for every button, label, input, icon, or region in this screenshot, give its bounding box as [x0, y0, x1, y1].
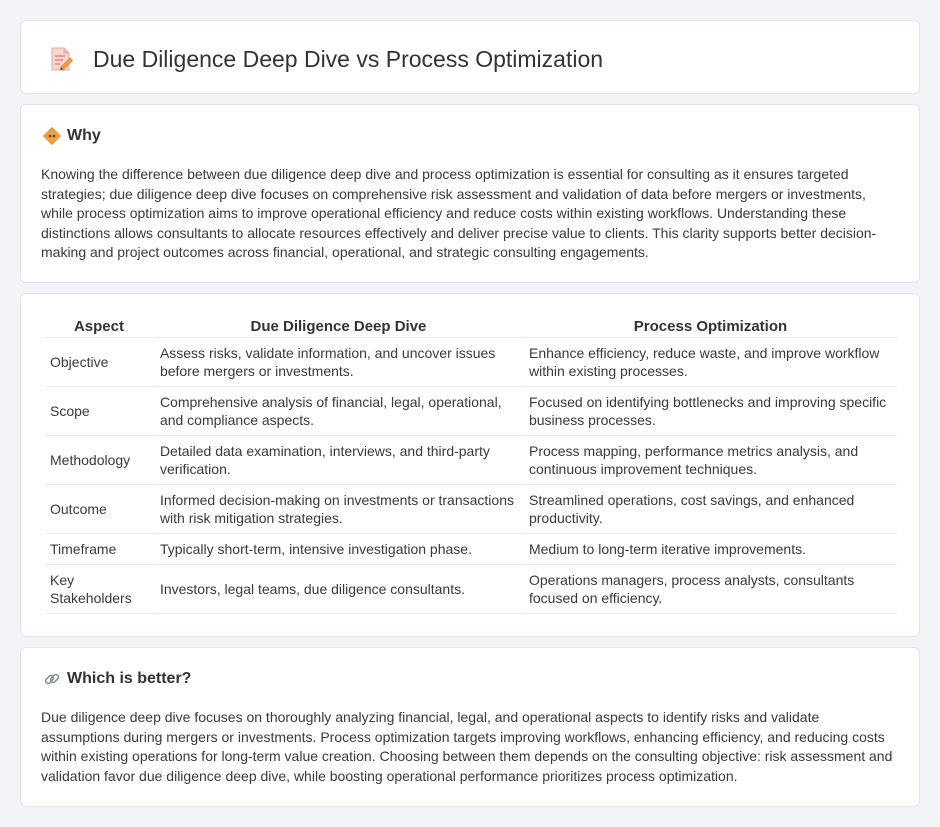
cell-process-optimization: Process mapping, performance metrics analysis, and continuous improvement techniques.: [524, 436, 897, 485]
cell-aspect: Key Stakeholders: [45, 565, 153, 614]
cell-due-diligence: Assess risks, validate information, and uncover issues before mergers or investments.: [155, 338, 522, 387]
better-title: Which is better?: [67, 670, 192, 687]
page-title: Due Diligence Deep Dive vs Process Optimization: [93, 45, 604, 72]
table-row: [45, 534, 897, 565]
cell-aspect: Scope: [45, 387, 153, 436]
header-due-diligence: Due Diligence Deep Dive: [155, 316, 522, 338]
table-row: [45, 565, 897, 614]
header-process-optimization: Process Optimization: [524, 316, 897, 338]
cell-due-diligence: Informed decision-making on investments or transactions with risk mitigation strategies.: [155, 485, 522, 534]
cell-aspect: Outcome: [45, 485, 153, 534]
document-pencil-icon: [47, 45, 75, 73]
cell-process-optimization: Operations managers, process analysts, consultants focused on efficiency.: [524, 565, 897, 614]
table-row: [45, 387, 897, 436]
cell-process-optimization: Focused on identifying bottlenecks and improving specific business processes.: [524, 387, 897, 436]
title-row: [47, 45, 603, 73]
why-title: Why: [67, 127, 101, 144]
better-heading: [43, 670, 191, 688]
table-row: [45, 436, 897, 485]
header-aspect: Aspect: [45, 316, 153, 338]
header-card: [20, 20, 920, 94]
comparison-card: [20, 293, 920, 637]
diamond-sign-icon: [43, 127, 61, 145]
why-heading: [43, 127, 101, 145]
table-header-row: [45, 316, 897, 338]
cell-due-diligence: Comprehensive analysis of financial, legal, operational, and compliance aspects.: [155, 387, 522, 436]
cell-process-optimization: Enhance efficiency, reduce waste, and improve workflow within existing processes.: [524, 338, 897, 387]
table-row: [45, 338, 897, 387]
cell-due-diligence: Typically short-term, intensive investigation phase.: [155, 534, 522, 565]
link-icon: [43, 670, 61, 688]
comparison-table: [43, 316, 899, 614]
why-text: Knowing the difference between due diligence deep dive and process optimization is essential for consulting as it ensures targeted strategies; due diligence deep dive focuses on comprehensive risk assessment and validation of data before mergers or investments, while process optimization aims to improve operational efficiency and reduce costs within existing workflows. Understanding these distinctions allows consultants to allocate resources effectively and deliver precise value to clients. This clarity supports better decision-making and project outcomes across financial, operational, and strategic consulting engagements.: [41, 166, 877, 261]
better-text: Due diligence deep dive focuses on thoroughly analyzing financial, legal, and operational aspects to identify risks and validate assumptions during mergers or investments. Process optimization targets improving workflows, enhancing efficiency, and reducing costs within existing operations for long-term value creation. Choosing between them depends on the consulting objective: risk assessment and validation favor due diligence deep dive, while boosting operational performance prioritizes process optimization.: [41, 709, 893, 784]
cell-due-diligence: Investors, legal teams, due diligence consultants.: [155, 565, 522, 614]
cell-process-optimization: Streamlined operations, cost savings, and enhanced productivity.: [524, 485, 897, 534]
table-row: [45, 485, 897, 534]
better-card: [20, 647, 920, 807]
cell-aspect: Timeframe: [45, 534, 153, 565]
cell-aspect: Methodology: [45, 436, 153, 485]
cell-aspect: Objective: [45, 338, 153, 387]
cell-due-diligence: Detailed data examination, interviews, and third-party verification.: [155, 436, 522, 485]
cell-process-optimization: Medium to long-term iterative improvements.: [524, 534, 897, 565]
why-card: [20, 104, 920, 283]
